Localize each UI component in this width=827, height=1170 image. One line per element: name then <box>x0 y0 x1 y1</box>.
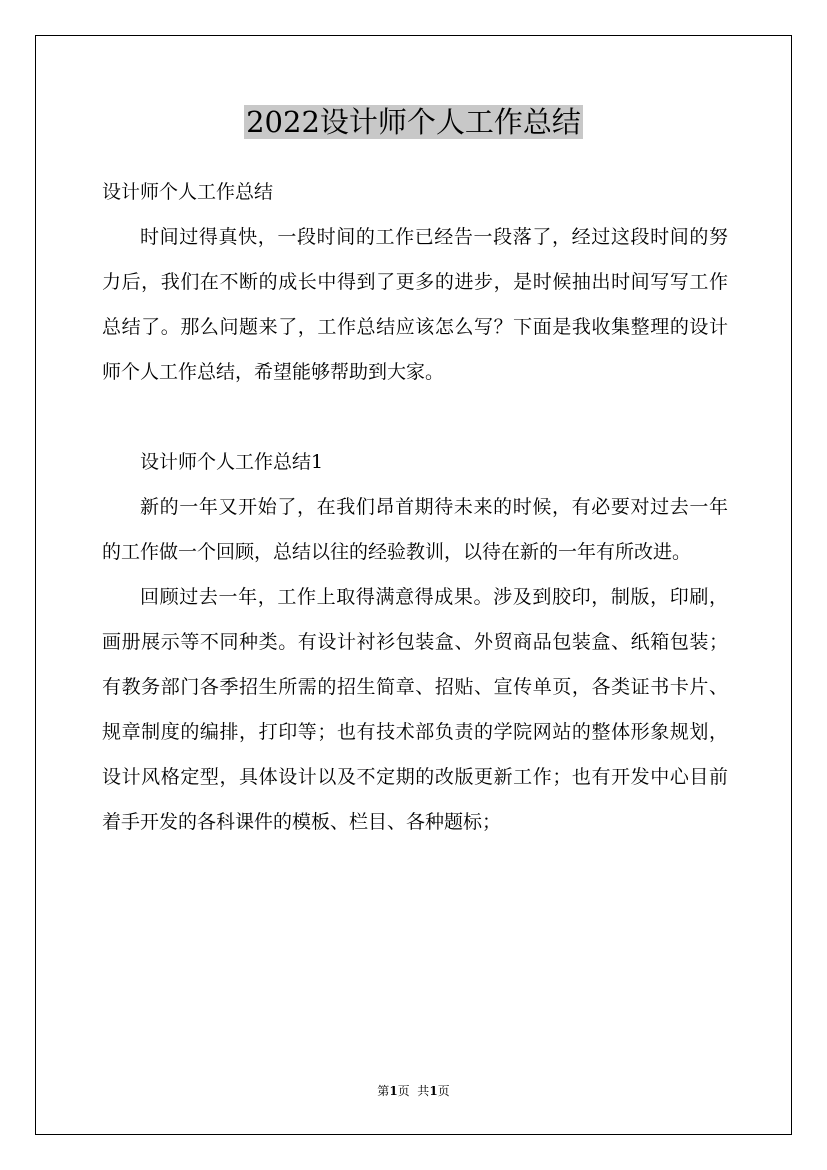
body-paragraph: 回顾过去一年，工作上取得满意得成果。涉及到胶印，制版，印刷，画册展示等不同种类。有设计衬衫包装盒、外贸商品包装盒、纸箱包装；有教务部门各季招生所需的招生简章、招贴、宣传单页，各类证书卡片、规章制度的编排，打印等；也有技术部负责的学院网站的整体形象规划，设计风格定型，具体设计以及不定期的改版更新工作；也有开发中心目前着手开发的各科课件的模板、栏目、各种题标； <box>102 586 728 833</box>
document-title-text: 2022设计师个人工作总结 <box>246 105 581 139</box>
intro-paragraph: 时间过得真快，一段时间的工作已经告一段落了，经过这段时间的努力后，我们在不断的成长中得到了更多的进步，是时候抽出时间写写工作总结了。那么问题来了，工作总结应该怎么写？下面是我收集整理的设计师个人工作总结，希望能够帮助到大家。 <box>102 226 728 383</box>
page-number-prefix: 第 <box>377 1084 390 1098</box>
subsection-heading: 设计师个人工作总结1 <box>140 451 324 473</box>
page-number-suffix: 页 <box>437 1084 450 1098</box>
page-footer <box>0 1082 827 1100</box>
body-paragraph: 新的一年又开始了，在我们昂首期待未来的时候，有必要对过去一年的工作做一个回顾，总结以往的经验教训，以待在新的一年有所改进。 <box>102 496 728 563</box>
section-heading: 设计师个人工作总结 <box>102 181 274 203</box>
page-number-middle: 页 共 <box>397 1084 430 1098</box>
document-body <box>102 170 728 845</box>
document-title <box>0 100 827 144</box>
total-page-number: 1 <box>429 1084 438 1098</box>
paragraph-gap <box>102 395 728 440</box>
current-page-number: 1 <box>389 1084 398 1098</box>
